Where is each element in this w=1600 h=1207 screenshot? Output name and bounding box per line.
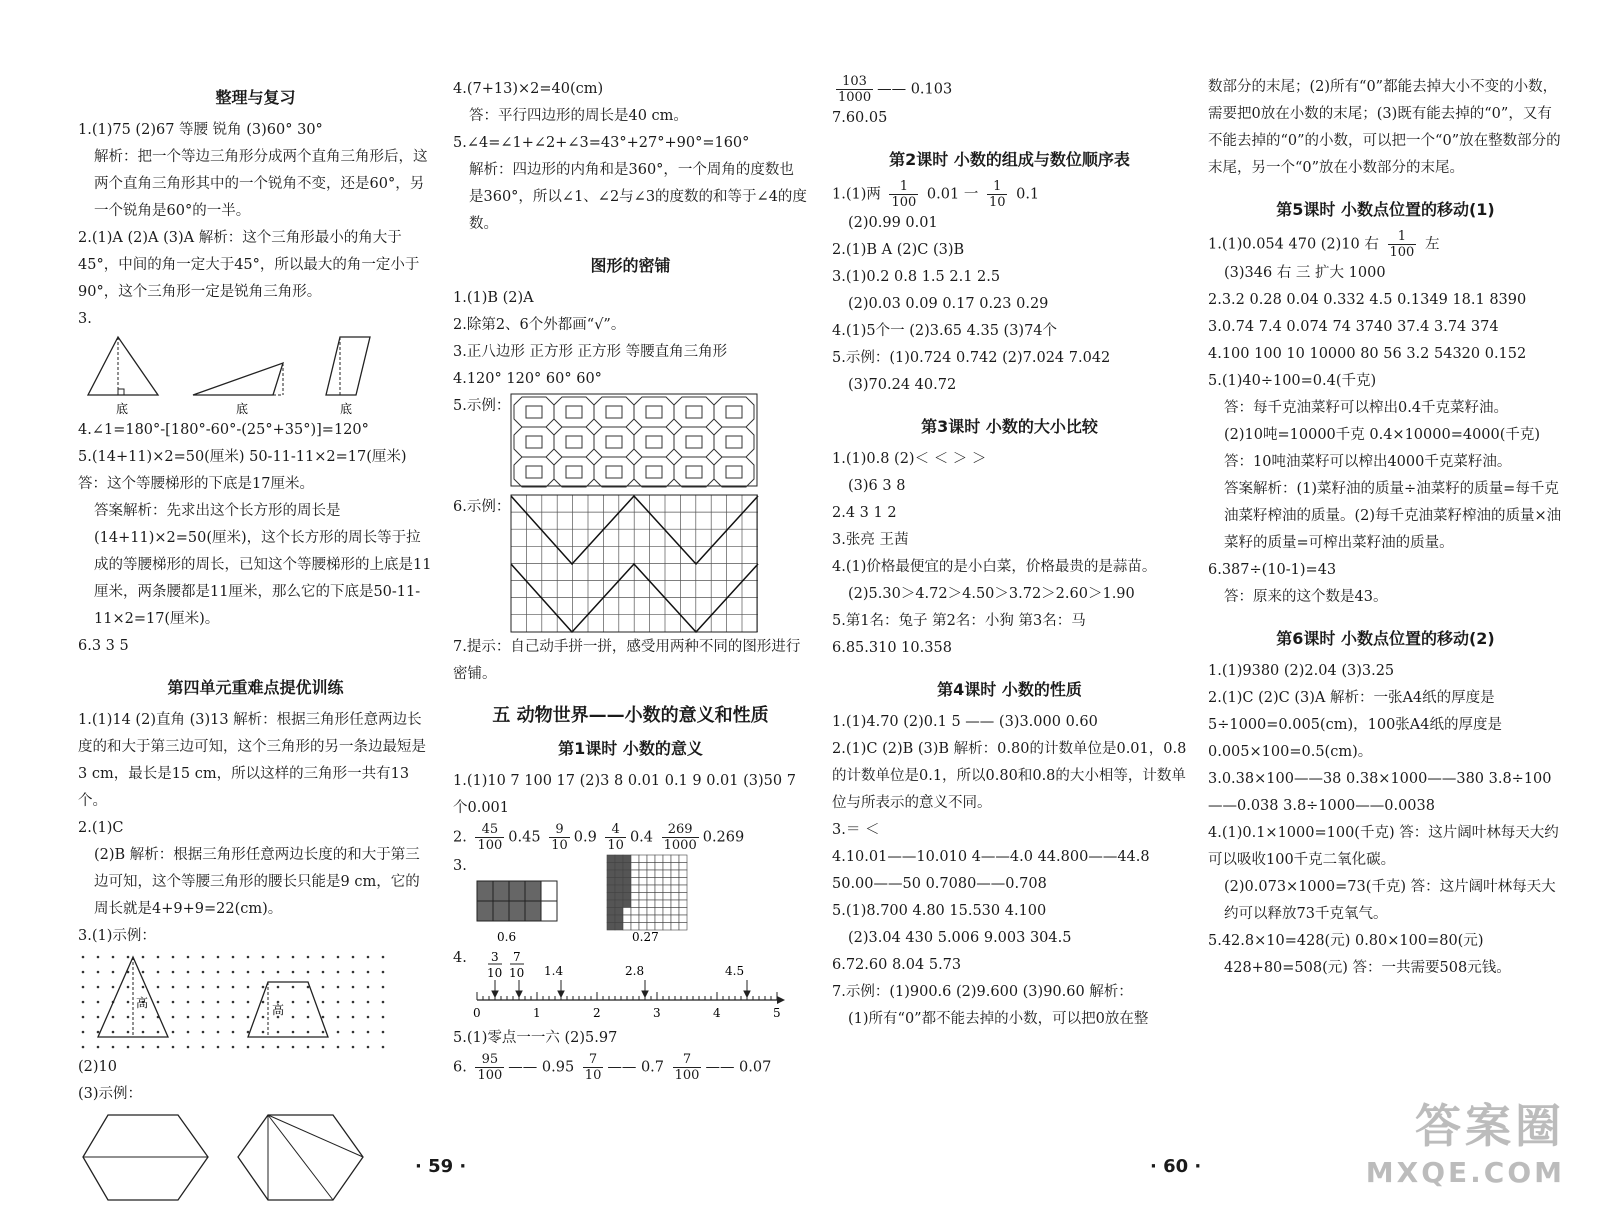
answer-line: 3.(1)0.2 0.8 1.5 2.1 2.5 xyxy=(832,269,1001,285)
answer-line: 3. xyxy=(453,858,467,874)
page-number-left: · 59 · xyxy=(415,1156,467,1177)
fraction: $\frac{7}{10}$ xyxy=(584,1052,602,1083)
fraction: $\frac{269}{1000}$ xyxy=(663,822,697,853)
answer-line: (2)10 xyxy=(78,1059,117,1075)
answer-line: 3.＝ ＜ xyxy=(832,822,880,838)
answer-line: $\frac{103}{1000}$ —— 0.103 xyxy=(838,74,953,105)
answer-line: 4. xyxy=(453,950,467,966)
answer-line: 6.85.310 10.358 xyxy=(832,640,952,656)
svg-text:1: 1 xyxy=(532,1006,541,1020)
answer-line: 7.60.05 xyxy=(832,110,888,126)
explanation: (2)B 解析：根据三角形任意两边长度的和大于第三边可知，这个等腰三角形的腰长只能是9 cm，它的周长就是4+9+9=22(cm)。 xyxy=(94,847,420,917)
answer-line: (2)0.99 0.01 xyxy=(848,215,938,231)
answer-line: 4.(1)价格最便宜的是小白菜，价格最贵的是蒜苗。 xyxy=(832,559,1157,575)
watermark: 答案圈 MXQE.COM xyxy=(1365,1099,1565,1189)
answer-line: 5.第1名：兔子 第2名：小狗 第3名：马 xyxy=(832,613,1086,629)
answer-line: 2.3.2 0.28 0.04 0.332 4.5 0.1349 18.1 8390 xyxy=(1208,292,1527,308)
answer-line: 答：平行四边形的周长是40 cm。 xyxy=(469,108,688,124)
height-label: 高 xyxy=(272,1003,285,1017)
answer-line: (2)10吨=10000千克 0.4×10000=4000(千克) xyxy=(1224,427,1541,443)
answer-line: 5.示例： xyxy=(453,398,511,414)
answer-line: 2.4 3 1 2 xyxy=(832,505,897,521)
answer-line: 1.(1)0.8 (2)＜ ＜ ＞ ＞ xyxy=(832,451,987,467)
answer-line: 3. xyxy=(78,311,92,327)
answer-line: 2.(1)C xyxy=(78,820,124,836)
answer-line: 4.(7+13)×2=40(cm) xyxy=(453,81,604,97)
answer-line: 1.(1)14 (2)直角 (3)13 解析：根据三角形任意两边长度的和大于第三边可知，这个三角形的另一条边最短是3 cm，最长是15 cm，所以这样的三角形一共有13个。 xyxy=(78,712,426,809)
answer-line: (3)6 3 8 xyxy=(848,478,906,494)
answer-line: 1.(1)0.054 470 (2)10 右 $\frac{1}{100}$ 左 xyxy=(1208,229,1440,260)
section-title: 图形的密铺 xyxy=(590,256,671,275)
tessellation-figure-1 xyxy=(510,393,760,488)
answer-line: (2)3.04 430 5.006 9.003 304.5 xyxy=(848,930,1072,946)
answer-line: 1.(1)4.70 (2)0.1 5 —— (3)3.000 0.60 xyxy=(832,714,1098,730)
answer-line: (2)5.30＞4.72＞4.50＞3.72＞2.60＞1.90 xyxy=(848,586,1135,602)
section-title: 第5课时 小数点位置的移动(1) xyxy=(1276,200,1495,219)
svg-text:4.5: 4.5 xyxy=(724,964,744,978)
answer-line: 3.正八边形 正方形 正方形 等腰直角三角形 xyxy=(453,344,728,360)
fraction: $\frac{103}{1000}$ xyxy=(838,74,872,105)
answer-line: 1.(1)9380 (2)2.04 (3)3.25 xyxy=(1208,663,1395,679)
answer-line: 2.(1)C (2)C (3)A 解析：一张A4纸的厚度是5÷1000=0.005(cm)，100张A4纸的厚度是0.005×100=0.5(cm)。 xyxy=(1208,690,1502,760)
answer-line: 5.(1)零点一一六 (2)5.97 xyxy=(453,1030,618,1046)
page-number-right: · 60 · xyxy=(1150,1156,1202,1177)
section-title: 第1课时 小数的意义 xyxy=(558,739,703,758)
answer-line: (3)示例： xyxy=(78,1086,143,1102)
answer-line: 4.(1)0.1×1000=100(千克) 答：这片阔叶林每天大约可以吸收100千克二氧化碳。 xyxy=(1208,825,1559,868)
explanation: 数部分的末尾；(2)所有“0”都能去掉大小不变的小数，需要把0放在小数的末尾；(3)既有能去掉的“0”，又有不能去掉的“0”的小数，可以把一个“0”放在整数部分的末尾，另一个“0”放在小数部分的末尾。 xyxy=(1208,79,1561,176)
answer-line: 5.42.8×10=428(元) 0.80×100=80(元) xyxy=(1208,933,1484,949)
answer-line: 5.(14+11)×2=50(厘米) 50-11-11×2=17(厘米) 答：这个等腰梯形的下底是17厘米。 xyxy=(78,449,407,492)
fraction: $\frac{1}{10}$ xyxy=(988,179,1006,210)
answer-line: 4.∠1=180°-[180°-60°-(25°+35°)]=120° xyxy=(78,422,369,438)
answer-line: 6.3 3 5 xyxy=(78,638,129,654)
tessellation-figure-2 xyxy=(510,494,760,634)
answer-line: 1.(1)10 7 100 17 (2)3 8 0.01 0.1 9 0.01 (3)50 7个0.001 xyxy=(453,773,796,816)
answer-line: 1.(1)B (2)A xyxy=(453,290,534,306)
answer-line: 答：原来的这个数是43。 xyxy=(1224,589,1388,605)
answer-line: 3.0.74 7.4 0.074 74 3740 37.4 3.74 374 xyxy=(1208,319,1499,335)
value: 0.9 xyxy=(573,829,597,846)
answer-line: 3.(1)示例： xyxy=(78,928,156,944)
svg-text:7: 7 xyxy=(512,950,521,964)
answer-line: 1.(1)两 $\frac{1}{100}$ 0.01 一 $\frac{1}{10}$ 0.1 xyxy=(832,179,1040,210)
item-number: 6. xyxy=(453,1059,467,1076)
grid-label: 0.27 xyxy=(631,930,659,944)
answer-line: (3)70.24 40.72 xyxy=(848,377,957,393)
answer-line: 6.387÷(10-1)=43 xyxy=(1208,562,1337,578)
answer-line: 答：10吨油菜籽可以榨出4000千克菜籽油。 xyxy=(1224,454,1512,470)
column-3 xyxy=(832,74,1187,1033)
answer-line: 6.72.60 8.04 5.73 xyxy=(832,957,962,973)
answer-line: 答：每千克油菜籽可以榨出0.4千克菜籽油。 xyxy=(1224,400,1509,416)
section-title: 整理与复习 xyxy=(215,88,296,107)
number-line-figure xyxy=(467,945,787,1025)
svg-text:0: 0 xyxy=(472,1006,481,1020)
answer-line xyxy=(453,822,808,853)
answer-line: 5.示例：(1)0.724 0.742 (2)7.024 7.042 xyxy=(832,350,1111,366)
answer-line: 2.(1)B A (2)C (3)B xyxy=(832,242,965,258)
svg-text:1.4: 1.4 xyxy=(543,964,563,978)
section-title: 第4课时 小数的性质 xyxy=(937,680,1082,699)
answer-line: 4.120° 120° 60° 60° xyxy=(453,371,602,387)
explanation: 解析：四边形的内角和是360°，一个周角的度数也是360°，所以∠1、∠2与∠3的度数的和等于∠4的度数。 xyxy=(469,162,807,232)
answer-line: 4.100 100 10 10000 80 56 3.2 54320 0.152 xyxy=(1208,346,1527,362)
section-title: 第6课时 小数点位置的移动(2) xyxy=(1276,629,1495,648)
fraction: $\frac{45}{100}$ xyxy=(477,822,503,853)
answer-line: (3)346 右 三 扩大 1000 xyxy=(1224,265,1386,281)
base-label: 底 xyxy=(340,402,353,415)
unit-title: 五 动物世界——小数的意义和性质 xyxy=(492,705,769,726)
section-title: 第四单元重难点提优训练 xyxy=(167,678,344,697)
answer-line: 2.除第2、6个外都画“√”。 xyxy=(453,317,626,333)
svg-text:4: 4 xyxy=(712,1006,721,1020)
dot-grid-figure xyxy=(78,952,408,1052)
answer-line: 2.(1)C (2)B (3)B 解析：0.80的计数单位是0.01，0.8的计数单位是0.1，所以0.80和0.8的大小相等，计数单位与所表示的意义不同。 xyxy=(832,741,1187,811)
fraction: $\frac{4}{10}$ xyxy=(607,822,624,853)
base-label: 底 xyxy=(236,402,249,415)
hexagon-figure xyxy=(78,1110,408,1205)
grid-label: 0.6 xyxy=(496,930,516,944)
explanation: (1)所有“0”都不能去掉的小数，可以把0放在整 xyxy=(848,1011,1149,1027)
column-2 xyxy=(453,76,808,1083)
svg-text:2.8: 2.8 xyxy=(624,964,644,978)
answer-line: 6.示例： xyxy=(453,499,511,515)
svg-text:2: 2 xyxy=(592,1006,601,1020)
triangle-heights-figure xyxy=(78,335,408,415)
explanation: 答案解析：(1)菜籽油的质量÷油菜籽的质量=每千克油菜籽榨油的质量。(2)每千克油菜籽榨油的质量×油菜籽的质量=可榨出菜籽油的质量。 xyxy=(1224,481,1562,551)
answer-line: 428+80=508(元) 答：一共需要508元钱。 xyxy=(1224,960,1511,976)
answer-line: 4.10.01——10.010 4——4.0 44.800——44.8 50.00——50 0.7080——0.708 xyxy=(832,849,1150,892)
fraction: $\frac{95}{100}$ xyxy=(477,1052,503,1083)
base-label: 底 xyxy=(116,402,129,415)
answer-line: 5.(1)40÷100=0.4(千克) xyxy=(1208,373,1377,389)
svg-text:10: 10 xyxy=(508,966,525,980)
value: 0.269 xyxy=(702,829,745,846)
value: 0.45 xyxy=(508,829,541,846)
answer-line: 5.(1)8.700 4.80 15.530 4.100 xyxy=(832,903,1047,919)
section-title: 第3课时 小数的大小比较 xyxy=(921,417,1098,436)
answer-line: 7.提示：自己动手拼一拼，感受用两种不同的图形进行密铺。 xyxy=(453,639,801,682)
section-title: 第2课时 小数的组成与数位顺序表 xyxy=(889,150,1130,169)
fraction: $\frac{9}{10}$ xyxy=(551,822,568,853)
column-1 xyxy=(78,70,433,1207)
column-4 xyxy=(1208,74,1563,982)
answer-line: 7.示例：(1)900.6 (2)9.600 (3)90.60 解析： xyxy=(832,984,1133,1000)
svg-text:5: 5 xyxy=(772,1006,781,1020)
fraction: $\frac{1}{100}$ xyxy=(1389,229,1415,260)
svg-text:3: 3 xyxy=(490,950,499,964)
svg-text:3: 3 xyxy=(652,1006,661,1020)
answer-line: 6. $\frac{95}{100}$ —— 0.95 $\frac{7}{10}$ —— 0.7 $\frac{7}{100}$ —— 0.07 xyxy=(453,1052,772,1083)
answer-line: 5.∠4=∠1+∠2+∠3=43°+27°+90°=160° xyxy=(453,135,750,151)
explanation: 解析：把一个等边三角形分成两个直角三角形后，这两个直角三角形其中的一个锐角不变，还是60°，另一个锐角是60°的一半。 xyxy=(94,149,428,219)
shaded-grids-figure xyxy=(467,853,717,945)
explanation: 答案解析：先求出这个长方形的周长是(14+11)×2=50(厘米)，这个长方形的周长等于拉成的等腰梯形的周长，已知这个等腰梯形的上底是11厘米，两条腰都是11厘米，那么它的下底是50-11-11×2=17(厘米)。 xyxy=(94,503,432,627)
answer-line: 3.张亮 王茜 xyxy=(832,532,909,548)
height-label: 高 xyxy=(136,996,149,1010)
answer-line: 4.(1)5个一 (2)3.65 4.35 (3)74个 xyxy=(832,323,1058,339)
answer-line: (2)0.03 0.09 0.17 0.23 0.29 xyxy=(848,296,1049,312)
fraction: $\frac{1}{100}$ xyxy=(891,179,917,210)
value: 0.4 xyxy=(629,829,654,846)
fraction: $\frac{7}{100}$ xyxy=(674,1052,700,1083)
answer-line: 1.(1)75 (2)67 等腰 锐角 (3)60° 30° xyxy=(78,122,323,138)
answer-line: (2)0.073×1000=73(千克) 答：这片阔叶林每天大约可以释放73千克氧气。 xyxy=(1224,879,1556,922)
answer-line: 3.0.38×100——38 0.38×1000——380 3.8÷100——0.038 3.8÷1000——0.0038 xyxy=(1208,771,1552,814)
svg-text:10: 10 xyxy=(486,966,503,980)
answer-line: 2.(1)A (2)A (3)A 解析：这个三角形最小的角大于45°，中间的角一定大于45°，所以最大的角一定小于90°，这个三角形一定是锐角三角形。 xyxy=(78,230,420,300)
item-number: 2. xyxy=(453,829,467,846)
